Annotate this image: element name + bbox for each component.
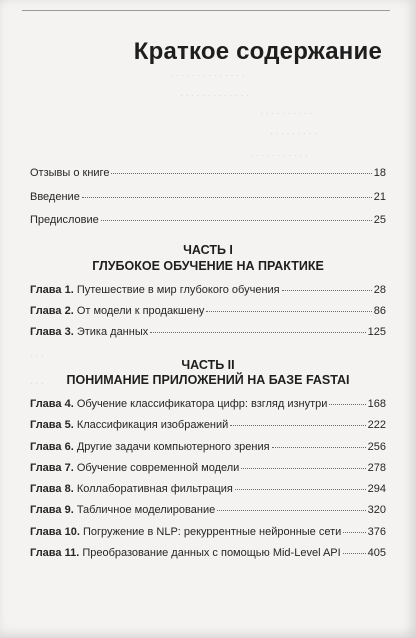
chapter-number: Глава 6. — [30, 441, 74, 453]
chapter-title: Обучение классификатора цифр: взгляд изнутри — [76, 398, 328, 410]
dot-leader — [206, 311, 371, 312]
page-number: 125 — [367, 326, 386, 338]
show-through-texture: · · · · · · · · · — [270, 128, 317, 138]
chapter-number: Глава 7. — [30, 462, 74, 474]
page-number: 86 — [373, 305, 386, 317]
page-number: 294 — [367, 483, 386, 495]
show-through-texture: · · · — [30, 378, 44, 388]
chapter-title: Обучение современной модели — [76, 462, 240, 474]
part-number: ЧАСТЬ I — [183, 243, 233, 257]
dot-leader — [272, 447, 366, 448]
dot-leader — [101, 220, 372, 221]
dot-leader — [111, 173, 371, 174]
entry-label — [30, 284, 280, 296]
entry-label — [30, 547, 341, 559]
chapter-title: Этика данных — [76, 326, 149, 338]
page-number: 376 — [367, 526, 386, 538]
page-number: 21 — [373, 191, 386, 203]
page-number: 18 — [373, 167, 386, 179]
chapter-number: Глава 3. — [30, 326, 74, 338]
part-title: ПОНИМАНИЕ ПРИЛОЖЕНИЙ НА БАЗЕ FASTAI — [66, 373, 350, 387]
chapter-number: Глава 2. — [30, 305, 74, 317]
dot-leader — [217, 510, 365, 511]
toc-entry-chapter-8 — [30, 483, 386, 495]
toc-entry-chapter-10 — [30, 526, 386, 538]
toc-entry-reviews — [30, 167, 386, 179]
dot-leader — [82, 197, 372, 198]
entry-label: Предисловие — [30, 214, 99, 226]
entry-label: Введение — [30, 191, 80, 203]
page-number: 256 — [367, 441, 386, 453]
page-number: 168 — [367, 398, 386, 410]
header-rule — [22, 10, 390, 11]
dot-leader — [150, 332, 365, 333]
page-number: 28 — [373, 284, 386, 296]
page-number: 25 — [373, 214, 386, 226]
chapter-title: От модели к продакшену — [76, 305, 205, 317]
toc-entry-chapter-9 — [30, 504, 386, 516]
chapter-title: Преобразование данных с помощью Mid-Level API — [82, 547, 341, 559]
part-number: ЧАСТЬ II — [181, 358, 235, 372]
toc-entry-chapter-1 — [30, 284, 386, 296]
entry-label — [30, 462, 239, 474]
chapter-title: Погружение в NLP: рекуррентные нейронные сети — [82, 526, 342, 538]
page-number: 405 — [367, 547, 386, 559]
page-title: Краткое содержание — [133, 38, 382, 65]
chapter-title: Коллаборативная фильтрация — [76, 483, 233, 495]
dot-leader — [241, 468, 365, 469]
entry-label — [30, 504, 215, 516]
dot-leader — [282, 290, 372, 291]
page-number: 320 — [367, 504, 386, 516]
chapter-number: Глава 10. — [30, 526, 80, 538]
toc-entry-introduction — [30, 191, 386, 203]
page-number: 278 — [367, 462, 386, 474]
entry-label — [30, 305, 204, 317]
toc-entry-chapter-5 — [30, 419, 386, 431]
show-through-texture: · · · · · · · · · · · — [250, 150, 308, 160]
toc-entry-chapter-11 — [30, 547, 386, 559]
chapter-number: Глава 5. — [30, 419, 74, 431]
page-number: 222 — [367, 419, 386, 431]
show-through-texture: · · · · · · · · · · · · · · — [170, 70, 245, 80]
entry-label — [30, 419, 228, 431]
entry-label: Отзывы о книге — [30, 167, 110, 179]
toc-entry-preface — [30, 214, 386, 226]
chapter-title: Классификация изображений — [76, 419, 229, 431]
entry-label — [30, 398, 327, 410]
chapter-number: Глава 11. — [30, 547, 80, 559]
show-through-texture: · · · · · · · · · · · · · — [180, 90, 249, 100]
show-through-texture: · · · · · · · · · · — [260, 108, 313, 118]
toc-entry-chapter-4 — [30, 398, 386, 410]
dot-leader — [343, 532, 365, 533]
dot-leader — [343, 553, 366, 554]
chapter-number: Глава 9. — [30, 504, 74, 516]
dot-leader — [235, 489, 366, 490]
chapter-title: Другие задачи компьютерного зрения — [76, 441, 270, 453]
chapter-number: Глава 8. — [30, 483, 74, 495]
entry-label — [30, 526, 341, 538]
toc-entry-chapter-7 — [30, 462, 386, 474]
dot-leader — [230, 425, 365, 426]
show-through-texture: · · · — [30, 350, 44, 360]
entry-label — [30, 326, 148, 338]
toc-entry-chapter-2 — [30, 305, 386, 317]
toc-entry-chapter-6 — [30, 441, 386, 453]
chapter-number: Глава 4. — [30, 398, 74, 410]
entry-label — [30, 441, 270, 453]
toc-entry-chapter-3 — [30, 326, 386, 338]
dot-leader — [329, 404, 365, 405]
part-title: ГЛУБОКОЕ ОБУЧЕНИЕ НА ПРАКТИКЕ — [92, 259, 324, 273]
chapter-title: Путешествие в мир глубокого обучения — [76, 284, 280, 296]
entry-label — [30, 483, 233, 495]
chapter-title: Табличное моделирование — [76, 504, 216, 516]
chapter-number: Глава 1. — [30, 284, 74, 296]
